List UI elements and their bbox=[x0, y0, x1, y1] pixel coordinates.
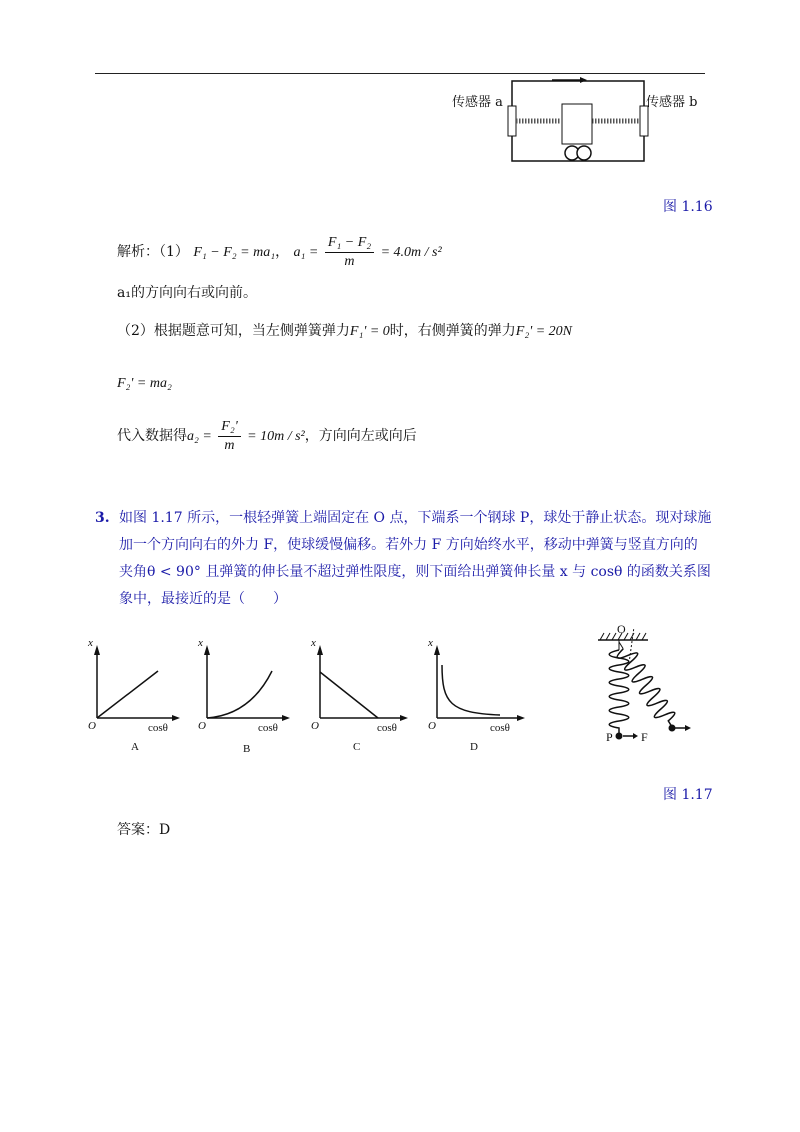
a1-lhs: a₁ = bbox=[293, 245, 319, 260]
graph-d-origin: O bbox=[428, 720, 436, 732]
fig117-point-p: P bbox=[606, 730, 613, 744]
equation-newton-2: F₂' = ma₂ bbox=[117, 376, 172, 391]
figure-1-17-caption: 图 1.17 bbox=[663, 787, 713, 803]
solution-direction-1: a₁的方向向右或向前。 bbox=[117, 285, 257, 301]
graph-d bbox=[420, 635, 530, 735]
fig117-force-f: F bbox=[641, 730, 648, 744]
graph-b-x-label: cosθ bbox=[258, 722, 278, 734]
graph-d-x-label: cosθ bbox=[490, 722, 510, 734]
question-3-line-4: 象中，最接近的是（ ） bbox=[119, 591, 287, 607]
fig117-point-o: O bbox=[617, 622, 626, 636]
graph-b-letter: B bbox=[243, 743, 251, 755]
answer: 答案：D bbox=[117, 822, 171, 838]
graph-c-letter: C bbox=[353, 741, 361, 753]
graph-c-y-label: x bbox=[311, 637, 316, 649]
graph-a-x-label: cosθ bbox=[148, 722, 168, 734]
question-3-line-2: 加一个方向向右的外力 F，使球缓慢偏移。若外力 F 方向始终水平，移动中弹簧与竖直方向的 bbox=[119, 537, 698, 553]
graph-c-origin: O bbox=[311, 720, 319, 732]
figure-1-16-caption: 图 1.16 bbox=[663, 199, 713, 215]
equation-newton-1: F₁ − F₂ = ma₁ bbox=[193, 245, 276, 260]
solution-line-3: 代入数据得a₂ = $\frac{\text{F₂'}}{m}$ = 10m / s²，方向向左或向后 bbox=[117, 418, 417, 453]
graph-c bbox=[303, 635, 413, 735]
sensor-a-label: 传感器 a bbox=[452, 95, 503, 110]
question-3-number: 3. bbox=[95, 510, 110, 526]
graph-a-letter: A bbox=[131, 741, 139, 753]
solution-line-1: 解析：（1） F₁ − F₂ = ma₁， a₁ = $\frac{\text{F₁ − F₂}}{m}$ = 4.0m / s² bbox=[117, 234, 442, 269]
question-3-line-1: 如图 1.17 所示，一根轻弹簧上端固定在 O 点，下端系一个钢球 P，球处于静止状态。现对球施 bbox=[119, 510, 712, 526]
fraction-a1: $\frac{\text{F₁ − F₂}}{m}$ bbox=[325, 234, 374, 271]
question-3-line-3: 夹角θ < 90° 且弹簧的伸长量不超过弹性限度，则下面给出弹簧伸长量 x 与 cosθ 的函数关系图 bbox=[119, 564, 711, 580]
sensor-b-label: 传感器 b bbox=[646, 95, 698, 110]
a1-result: = 4.0m / s² bbox=[380, 245, 442, 260]
graph-c-x-label: cosθ bbox=[377, 722, 397, 734]
graph-a-y-label: x bbox=[88, 637, 93, 649]
fraction-a2: $\frac{\text{F₂'}}{m}$ bbox=[218, 418, 240, 455]
solution-line-2: （2）根据题意可知，当左侧弹簧弹力F₁' = 0时，右侧弹簧的弹力F₂' = 20N bbox=[117, 323, 572, 339]
graph-a-origin: O bbox=[88, 720, 96, 732]
figure-1-16-diagram bbox=[450, 76, 700, 166]
graph-b-y-label: x bbox=[198, 637, 203, 649]
graph-d-letter: D bbox=[470, 741, 478, 753]
graph-d-y-label: x bbox=[428, 637, 433, 649]
graph-b-origin: O bbox=[198, 720, 206, 732]
header-rule bbox=[95, 73, 705, 74]
